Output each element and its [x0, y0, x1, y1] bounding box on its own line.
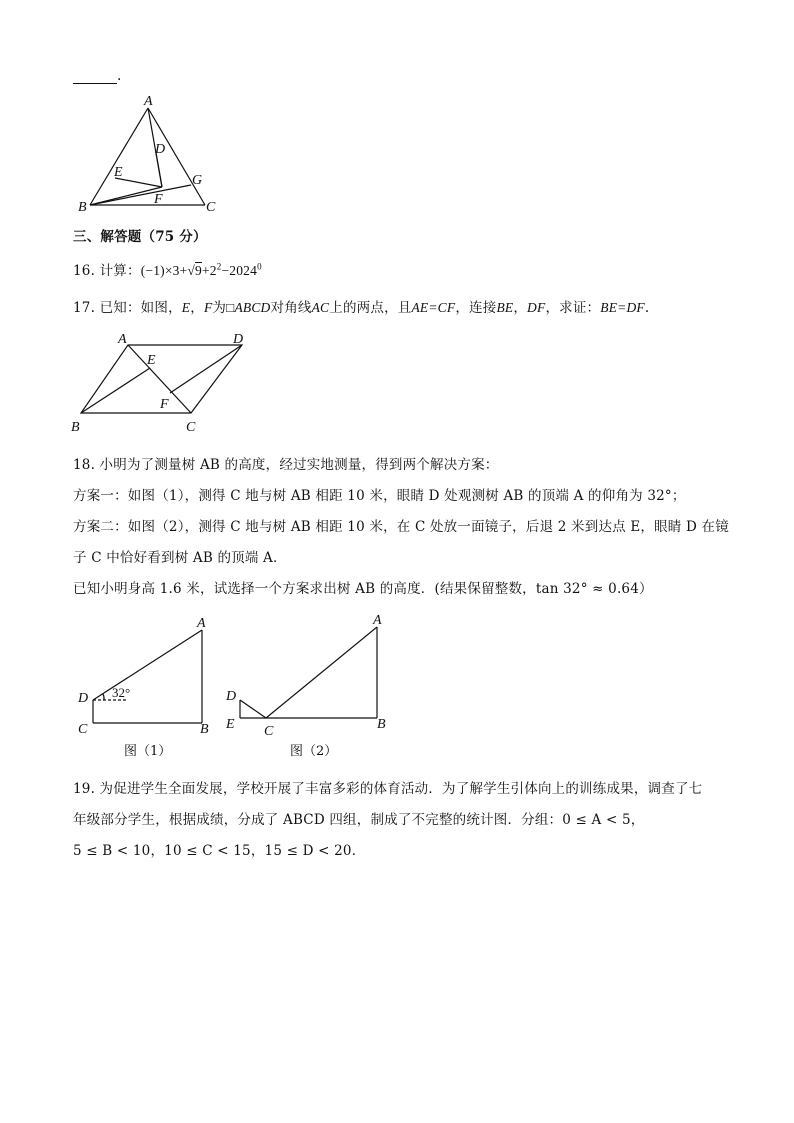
label-C: C	[186, 420, 196, 433]
figure-1-caption: 图（1）	[124, 744, 172, 759]
parallelogram-figure	[68, 328, 258, 433]
label-B: B	[71, 420, 80, 433]
q19-line2: 年级部分学生，根据成绩，分成了 ABCD 四组，制成了不完整的统计图．分组：0 ≤ A < 5，	[73, 812, 645, 828]
q19-line1: 19. 为促进学生全面发展，学校开展了丰富多彩的体育活动．为了解学生引体向上的训练成果，调查了七	[73, 781, 703, 797]
figure-2	[222, 610, 392, 740]
q17-t2: 为	[212, 300, 227, 316]
q17-DF: DF	[527, 300, 546, 315]
q17-AC: AC	[311, 300, 330, 315]
angle-label: 32°	[112, 685, 131, 700]
triangle-figure	[78, 92, 218, 217]
q17-E: E	[181, 300, 191, 315]
label-A: A	[373, 613, 382, 628]
label-D: D	[233, 332, 244, 347]
q18-line2: 方案一：如图（1），测得 C 地与树 AB 相距 10 米，眼睛 D 处观测树 AB 的顶端 A 的仰角为 32°；	[73, 488, 686, 504]
q17-end: .	[644, 300, 650, 316]
q17-cond: AE=CF	[411, 300, 456, 315]
section-heading: 三、解答题（75 分）	[73, 229, 207, 245]
q17-t1: 已知：如图，	[99, 300, 182, 316]
label-A: A	[144, 94, 153, 109]
q16-label: 计算：	[99, 263, 141, 279]
label-F: F	[160, 397, 169, 412]
q16-number: 16.	[73, 263, 96, 279]
q17-BE: BE	[496, 300, 514, 315]
q16-exp0: 0	[257, 261, 262, 272]
label-C: C	[264, 724, 274, 739]
q19-line3: 5 ≤ B < 10，10 ≤ C < 15，15 ≤ D < 20．	[73, 843, 366, 859]
label-D: D	[226, 689, 237, 704]
label-D: D	[155, 142, 166, 157]
q16-exp2: 2	[216, 261, 222, 272]
q17-t5: ，连接	[455, 300, 497, 316]
q17-comma1: ，	[190, 300, 204, 316]
q18-line1: 18. 小明为了测量树 AB 的高度，经过实地测量，得到两个解决方案：	[73, 457, 499, 473]
q18-line4: 子 C 中恰好看到树 AB 的顶端 A．	[73, 550, 287, 566]
blank-period: .	[117, 68, 122, 84]
q17-t6: ，求证：	[545, 300, 601, 316]
q17-t4: 上的两点，且	[329, 300, 412, 316]
question-17	[73, 296, 649, 316]
q17-comma2: ，	[513, 300, 528, 316]
label-D: D	[78, 691, 89, 706]
q16-radicand: 9	[195, 263, 202, 278]
label-G: G	[192, 173, 203, 188]
q17-para: □ABCD	[226, 300, 271, 315]
q16-expr-c: −2024	[221, 263, 258, 278]
label-E: E	[114, 165, 123, 180]
label-A: A	[118, 332, 127, 347]
label-F: F	[154, 192, 163, 207]
figure-1	[74, 613, 224, 733]
q18-line5: 已知小明身高 1.6 米，试选择一个方案求出树 AB 的高度．(结果保留整数，tan 32° ≈ 0.64）	[73, 581, 653, 597]
q17-number: 17.	[73, 300, 96, 316]
q17-goal: BE=DF	[600, 300, 645, 315]
sqrt-symbol: √	[187, 263, 196, 278]
label-C: C	[206, 200, 216, 215]
label-E: E	[147, 353, 156, 368]
label-C: C	[78, 722, 88, 733]
q17-t3: 对角线	[270, 300, 312, 316]
figure-2-caption: 图（2）	[290, 744, 338, 759]
q18-line3: 方案二：如图（2），测得 C 地与树 AB 相距 10 米，在 C 处放一面镜子，后退 2 米到达点 E，眼睛 D 在镜	[73, 519, 729, 535]
label-B: B	[78, 200, 87, 215]
q16-expr-b: +2	[201, 263, 217, 278]
label-B: B	[377, 717, 386, 732]
q17-F: F	[203, 300, 213, 315]
label-A: A	[197, 616, 206, 631]
q16-expr-a: (−1)×3+	[140, 263, 188, 278]
question-16	[73, 259, 262, 279]
blank-underline	[73, 70, 117, 84]
label-E: E	[226, 717, 235, 732]
label-B: B	[200, 722, 209, 733]
answer-blank	[73, 68, 122, 84]
